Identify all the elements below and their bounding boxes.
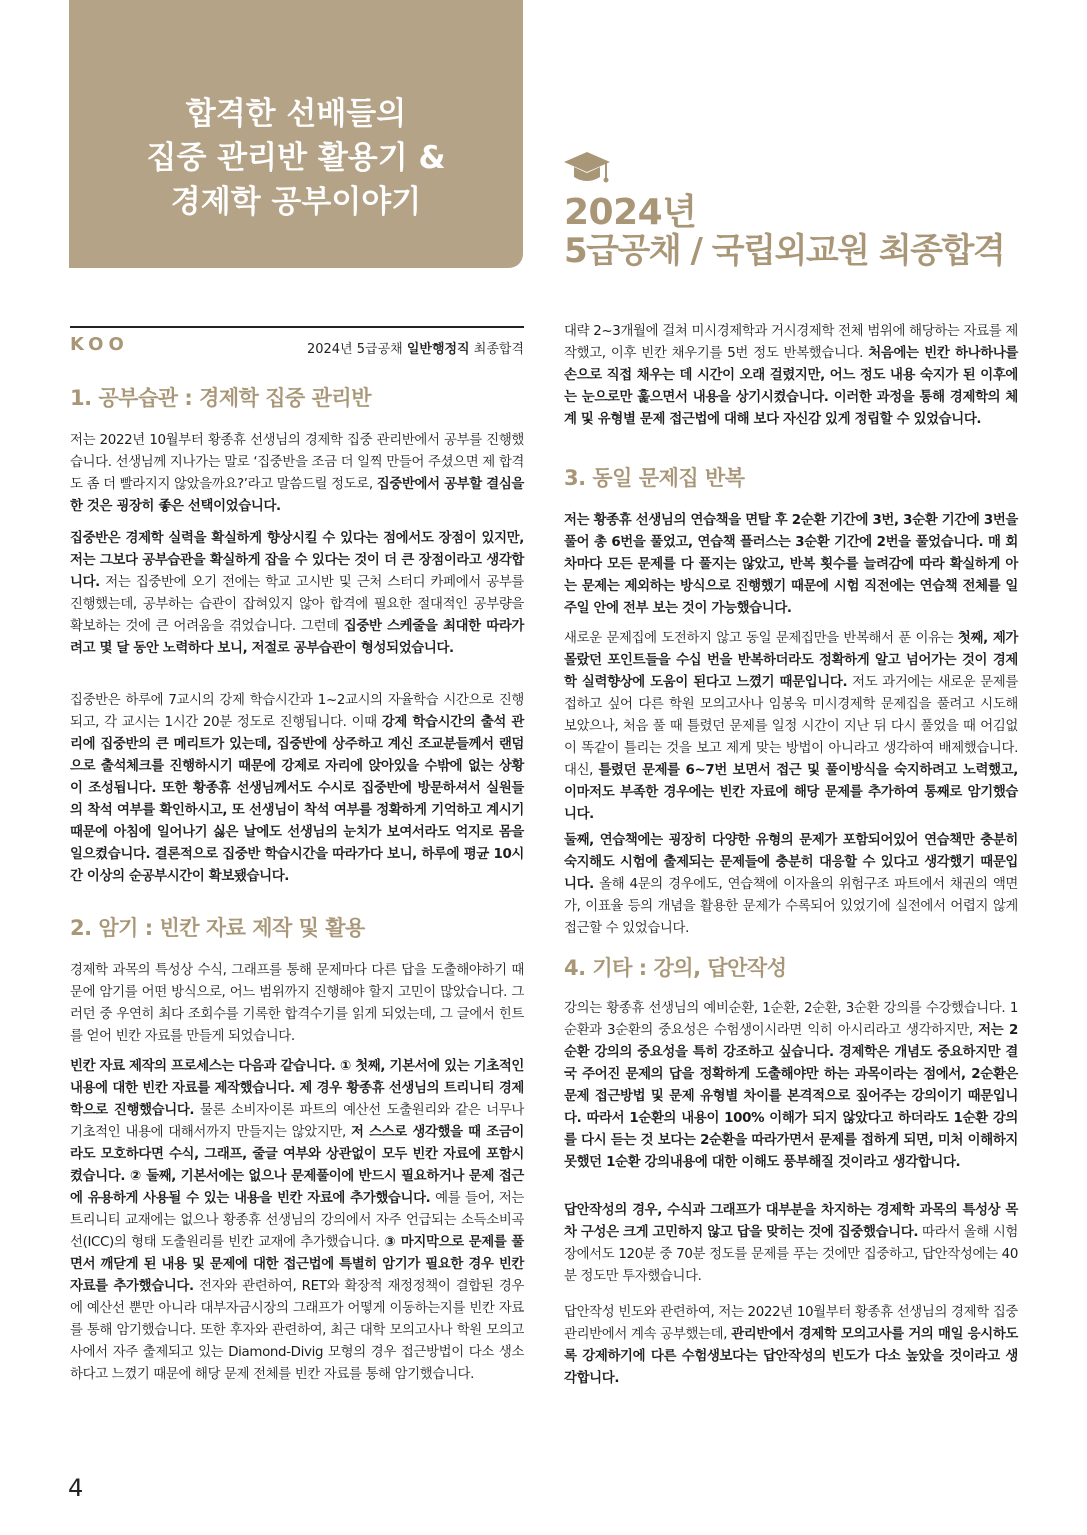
paragraph: 빈칸 자료 제작의 프로세스는 다음과 같습니다. ① 첫째, 기본서에 있는 기초적인 내용에 대한 빈칸 자료를 제작했습니다. 제 경우 황종휴 선생님의 트리니티 경제학으로 진행했습니다. 물론 소비자이론 파트의 예산선 도출원리와 같은 너무나 기초적인 내용에 대해서까지 만들지는 않았지만, 저 스스로 생각했을 때 조금이라도 모호하다면 수식, 그래프, 줄글 여부와 상관없이 모두 빈칸 자료에 포함시켰습니다. ② 둘째, 기본서에는 없으나 문제풀이에 반드시 필요하거나 문제 접근에 유용하게 사용될 수 있는 내용을 빈칸 자료에 추가했습니다. 예를 들어, 저는 트리니티 교재에는 없으나 황종휴 선생님의 강의에서 자주 언급되는 소득소비곡선(ICC)의 형태 도출원리를 빈칸 교재에 추가했습니다. ③ 마지막으로 문제를 풀면서 깨닫게 된 내용 및 문제에 대한 접근법에 특별히 암기가 필요한 경우 빈칸 자료를 추가했습니다. 전자와 관련하여, RET와 확장적 재정정책이 결합된 경우에 예산선 뿐만 아니라 대부자금시장의 그래프가 어떻게 이동하는지를 빈칸 자료를 통해 암기했습니다. 또한 후자와 관련하여, 최근 대학 모의고사나 학원 모의고사에서 자주 출제되고 있는 Diamond-Divig 모형의 경우 접근방법이 다소 생소하다고 느꼈기 때문에 해당 문제 전체를 빈칸 자료를 통해 암기했습니다. [70,1059,525,1382]
paragraph: 저는 황종휴 선생님의 연습책을 면탈 후 2순환 기간에 3번, 3순환 기간에 3번을 풀어 총 6번을 풀었고, 연습책 플러스는 3순환 기간에 2번을 풀었습니다. 매 회차마다 모든 문제를 다 풀지는 않았고, 반복 횟수를 늘려감에 따라 확실하게 아는 문제는 제외하는 방식으로 진행했기 때문에 시험 직전에는 연습책 전체를 일주일 안에 전부 보는 것이 가능했습니다. [564,513,1018,616]
hero-subtitle: 5급공채 / 국립외교원 최종합격 [564,231,1005,271]
title-banner [69,0,523,268]
hero-year: 2024년 [564,192,697,233]
paragraph: 강의는 황종휴 선생님의 예비순환, 1순환, 2순환, 3순환 강의를 수강했습니다. 1순환과 3순환의 중요성은 수험생이시라면 익히 아시리라고 생각하지만, 저는 2순환 강의의 중요성을 특히 강조하고 싶습니다. 경제학은 개념도 중요하지만 결국 주어진 문제의 답을 정확하게 도출해야만 하는 과목이라는 점에서, 2순환은 문제 접근방법 및 문제 유형별 차이를 본격적으로 짚어주는 강의이기 때문입니다. 따라서 1순환의 내용이 100% 이해가 되지 않았다고 하더라도 1순환 강의를 다시 듣는 것 보다는 2순환을 따라가면서 문제를 접하게 되면, 미처 이해하지 못했던 1순환 강의내용에 대한 이해도 풍부해질 것이라고 생각합니다. [564,1001,1018,1170]
graduation-cap-icon [563,150,611,188]
section-heading-misc: 4. 기타 : 강의, 답안작성 [564,956,787,980]
paragraph: 집중반은 하루에 7교시의 강제 학습시간과 1~2교시의 자율학습 시간으로 진행되고, 각 교시는 1시간 20분 정도로 진행됩니다. 이때 강제 학습시간의 출석 관리에 집중반의 큰 메리트가 있는데, 집중반에 상주하고 계신 조교분들께서 랜덤으로 출석체크를 진행하시기 때문에 강제로 자리에 앉아있을 수밖에 없는 상황이 조성됩니다. 또한 황종휴 선생님께서도 수시로 집중반에 방문하셔서 실원들의 착석 여부를 확인하시고, 또 선생님이 착석 여부를 정확하게 기억하고 계시기 때문에 아침에 일어나기 싫은 날에도 선생님의 눈치가 보여서라도 억지로 몸을 일으켰습니다. 결론적으로 집중반 학습시간을 따라가다 보니, 하루에 평균 10시간 이상의 순공부시간이 확보됐습니다. [70,693,524,884]
paragraph: 답안작성의 경우, 수식과 그래프가 대부분을 차지하는 경제학 과목의 특성상 목차 구성은 크게 고민하지 않고 답을 맞히는 것에 집중했습니다. 따라서 올해 시험장에서도 120분 중 70분 정도를 문제를 푸는 것에만 집중하고, 답안작성에는 40분 정도만 투자했습니다. [564,1203,1018,1284]
banner-title: 합격한 선배들의 집중 관리반 활용기 & 경제학 공부이야기 [146,96,446,220]
paragraph: 답안작성 빈도와 관련하여, 저는 2022년 10월부터 황종휴 선생님의 경제학 집중 관리반에서 계속 공부했는데, 관리반에서 경제학 모의고사를 거의 매일 응시하도록 강제하기에 다른 수험생보다는 답안작성의 빈도가 다소 높았을 것이라고 생각합니다. [564,1305,1018,1386]
section-heading-memorization: 2. 암기 : 빈칸 자료 제작 및 활용 [70,916,365,940]
paragraph: 집중반은 경제학 실력을 확실하게 향상시킬 수 있다는 점에서도 장점이 있지만, 저는 그보다 공부습관을 확실하게 잡을 수 있다는 것이 더 큰 장점이라고 생각합니다. 저는 집중반에 오기 전에는 학교 고시반 및 근처 스터디 카페에서 공부를 진행했는데, 공부하는 습관이 잡혀있지 않아 합격에 필요한 절대적인 공부량을 확보하는 것에 큰 어려움을 겪었습니다. 그런데 집중반 스케줄을 최대한 따라가려고 몇 달 동안 노력하다 보니, 저절로 공부습관이 형성되었습니다. [70,531,525,656]
paragraph: 경제학 과목의 특성상 수식, 그래프를 통해 문제마다 다른 답을 도출해야하기 때문에 암기를 어떤 방식으로, 어느 범위까지 진행해야 할지 고민이 많았습니다. 그러던 중 우연히 최다 조회수를 기록한 합격수기를 읽게 되었는데, 그 글에서 힌트를 얻어 빈칸 자료를 만들게 되었습니다. [70,963,524,1044]
section-heading-study-habit: 1. 공부습관 : 경제학 집중 관리반 [70,386,371,410]
paragraph: 새로운 문제집에 도전하지 않고 동일 문제집만을 반복해서 푼 이유는 첫째, 제가 몰랐던 포인트들을 수십 번을 반복하더라도 정확하게 알고 넘어가는 것이 경제학 실력향상에 도움이 된다고 느꼈기 때문입니다. 저도 과거에는 새로운 문제를 접하고 싶어 다른 학원 모의고사나 임봉욱 미시경제학 문제집을 풀려고 시도해 보았으나, 처음 풀 때 틀렸던 문제를 일정 시간이 지난 뒤 다시 풀었을 때 어김없이 똑같이 틀리는 것을 보고 제게 맞는 방법이 아니라고 생각하여 배제했습니다. 대신, 틀렸던 문제를 6~7번 보면서 접근 및 풀이방식을 숙지하려고 노력했고, 이마저도 부족한 경우에는 빈칸 자료에 해당 문제를 추가하여 통째로 암기했습니다. [564,631,1019,822]
paragraph: 둘째, 연습책에는 굉장히 다양한 유형의 문제가 포함되어있어 연습책만 충분히 숙지해도 시험에 출제되는 문제들에 충분히 대응할 수 있다고 생각했기 때문입니다. 올해 4문의 경우에도, 연습책에 이자율의 위험구조 파트에서 채권의 액면가, 이표율 등의 개념을 활용한 문제가 수록되어 있었기에 실전에서 어렵지 않게 접근할 수 있었습니다. [564,833,1018,936]
section-heading-repetition: 3. 동일 문제집 반복 [564,466,745,490]
author-name: KOO [70,334,129,355]
author-credit: 2024년 5급공채 일반행정직 최종합격 [306,342,524,357]
author-divider [70,326,524,328]
paragraph: 대략 2~3개월에 걸쳐 미시경제학과 거시경제학 전체 범위에 해당하는 자료를 제작했고, 이후 빈칸 채우기를 5번 정도 반복했습니다. 처음에는 빈칸 하나하나를 손으로 직접 채우는 데 시간이 오래 걸렸지만, 어느 정도 내용 숙지가 된 이후에는 눈으로만 훑으면서 내용을 상기시켰습니다. 이러한 과정을 통해 경제학의 체계 및 유형별 문제 접근법에 대해 보다 자신감 있게 정립할 수 있었습니다. [564,324,1019,427]
page-number: 4 [68,1474,84,1502]
paragraph: 저는 2022년 10월부터 황종휴 선생님의 경제학 집중 관리반에서 공부를 진행했습니다. 선생님께 지나가는 말로 ‘집중반을 조금 더 일찍 만들어 주셨으면 제 합격도 좀 더 빨라지지 않았을까요?’라고 말씀드릴 정도로, 집중반에서 공부할 결심을 한 것은 굉장히 좋은 선택이었습니다. [70,433,524,514]
